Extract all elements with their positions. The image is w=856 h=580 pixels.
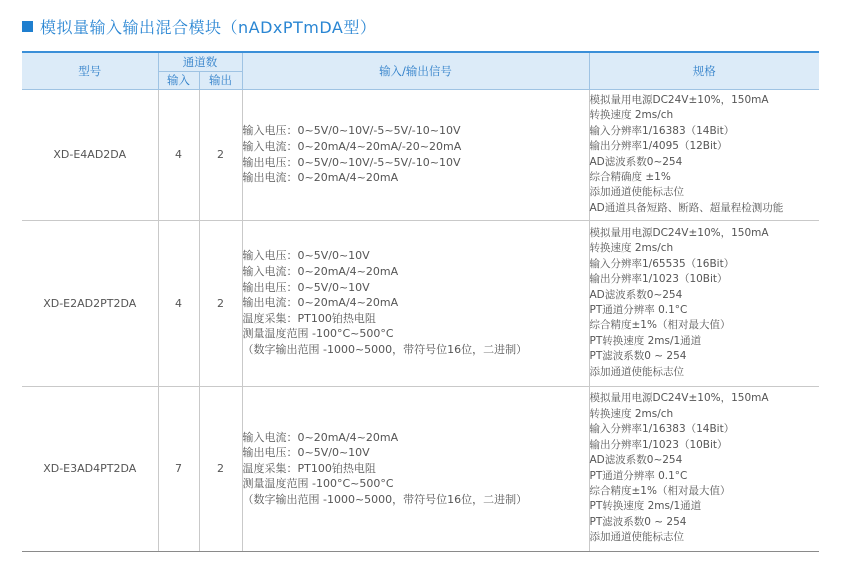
spec-line: PT滤波系数0 ~ 254: [589, 515, 687, 528]
table-row: [22, 220, 819, 386]
signal-line: 输出电压：0~5V/0~10V/-5~5V/-10~10V: [242, 155, 461, 169]
input-count: 4: [158, 220, 199, 386]
signal-cell: [242, 220, 589, 386]
table-row: [22, 386, 819, 551]
spec-line: 添加通道使能标志位: [589, 531, 684, 544]
spec-line: PT滤波系数0 ~ 254: [589, 350, 687, 363]
input-count: 7: [158, 386, 199, 551]
signal-line: 输出电流：0~20mA/4~20mA: [242, 296, 399, 310]
signal-cell: [242, 89, 589, 220]
spec-line: AD滤波系数0~254: [589, 155, 683, 168]
header-model: 型号: [22, 52, 158, 89]
spec-line: 输出分辨率1/1023（10Bit）: [589, 438, 728, 451]
model-cell: XD-E2AD2PT2DA: [22, 220, 158, 386]
spec-line: 输入分辨率1/16383（14Bit）: [589, 124, 735, 137]
table-row: [22, 89, 819, 220]
signal-line: 输出电压：0~5V/0~10V: [242, 446, 370, 460]
spec-line: 输出分辨率1/1023（10Bit）: [589, 273, 728, 286]
spec-line: 模拟量用电源DC24V±10%，150mA: [589, 392, 769, 405]
spec-line: 模拟量用电源DC24V±10%，150mA: [589, 226, 769, 239]
output-count: 2: [199, 220, 242, 386]
signal-line: 温度采集：PT100铂热电阻: [242, 461, 376, 475]
signal-line: 输入电流：0~20mA/4~20mA: [242, 430, 399, 444]
signal-line: （数字输出范围 -1000~5000，带符号位16位，二进制）: [242, 342, 528, 356]
spec-line: 转换速度 2ms/ch: [589, 109, 674, 122]
spec-line: 添加通道使能标志位: [589, 365, 684, 378]
spec-line: 模拟量用电源DC24V±10%，150mA: [589, 93, 769, 106]
spec-cell: [589, 386, 819, 551]
title-marker: [22, 21, 33, 32]
signal-line: 测量温度范围 -100°C~500°C: [242, 477, 394, 491]
spec-line: PT转换速度 2ms/1通道: [589, 334, 702, 347]
spec-line: 转换速度 2ms/ch: [589, 407, 674, 420]
spec-line: 输入分辨率1/16383（14Bit）: [589, 423, 735, 436]
spec-line: PT通道分辨率 0.1°C: [589, 469, 688, 482]
signal-line: （数字输出范围 -1000~5000，带符号位16位，二进制）: [242, 492, 528, 506]
spec-line: 综合精度±1%（相对最大值）: [589, 319, 731, 332]
signal-line: 输入电流：0~20mA/4~20mA: [242, 265, 399, 279]
signal-line: 输入电流：0~20mA/4~20mA/-20~20mA: [242, 139, 462, 153]
spec-line: 输出分辨率1/4095（12Bit）: [589, 140, 728, 153]
header-output: 输出: [199, 71, 242, 89]
signal-line: 输出电流：0~20mA/4~20mA: [242, 171, 399, 185]
signal-line: 测量温度范围 -100°C~500°C: [242, 327, 394, 341]
spec-line: AD通道具备短路、断路、超量程检测功能: [589, 201, 784, 214]
header-signal: 输入/输出信号: [242, 52, 589, 89]
signal-line: 输入电压：0~5V/0~10V: [242, 249, 370, 263]
header-spec: 规格: [589, 52, 819, 89]
page-title: 模拟量输入输出混合模块（nADxPTmDA型）: [40, 17, 377, 37]
spec-line: PT通道分辨率 0.1°C: [589, 304, 688, 316]
header-input: 输入: [158, 71, 199, 89]
signal-line: 温度采集：PT100铂热电阻: [242, 311, 376, 325]
spec-line: 综合精确度 ±1%: [589, 170, 671, 183]
spec-table: [22, 51, 819, 552]
input-count: 4: [158, 89, 199, 220]
output-count: 2: [199, 89, 242, 220]
model-cell: XD-E4AD2DA: [22, 89, 158, 220]
spec-line: 添加通道使能标志位: [589, 186, 684, 199]
spec-cell: [589, 220, 819, 386]
output-count: 2: [199, 386, 242, 551]
spec-line: PT转换速度 2ms/1通道: [589, 500, 702, 513]
spec-cell: [589, 89, 819, 220]
spec-line: AD滤波系数0~254: [589, 288, 683, 301]
model-cell: XD-E3AD4PT2DA: [22, 386, 158, 551]
spec-line: 输入分辨率1/65535（16Bit）: [589, 257, 735, 270]
section-title: [22, 14, 376, 38]
signal-line: 输出电压：0~5V/0~10V: [242, 280, 370, 294]
signal-line: 输入电压：0~5V/0~10V/-5~5V/-10~10V: [242, 124, 461, 138]
signal-cell: [242, 386, 589, 551]
spec-line: AD滤波系数0~254: [589, 454, 683, 467]
spec-line: 综合精度±1%（相对最大值）: [589, 484, 731, 497]
spec-line: 转换速度 2ms/ch: [589, 242, 674, 255]
header-channels: 通道数: [158, 52, 242, 71]
